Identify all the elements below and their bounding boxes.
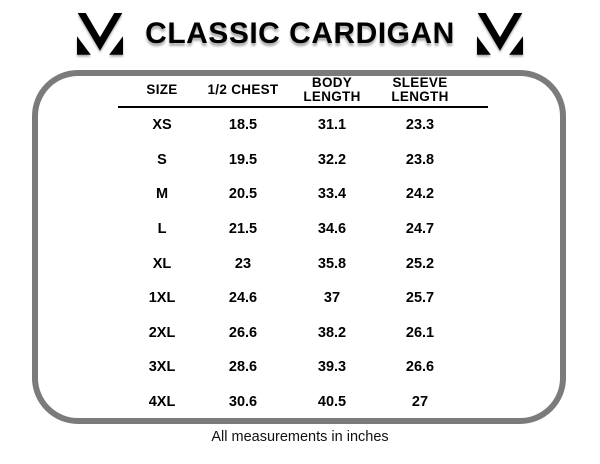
table-cell: 24.7 [405, 221, 435, 238]
column-header-text: SLEEVE [392, 75, 448, 90]
table-cell: 24.2 [405, 186, 435, 203]
table-row [118, 350, 488, 385]
table-cell: 39.3 [317, 359, 347, 376]
column-header-body-length [280, 74, 384, 106]
table-cell: 38.2 [317, 324, 347, 341]
table-row [118, 281, 488, 316]
measurements-note: All measurements in inches [211, 429, 389, 445]
table-cell: 25.7 [405, 290, 435, 307]
size-table-body [118, 108, 488, 419]
table-cell: 26.6 [405, 359, 435, 376]
table-cell: 3XL [148, 359, 176, 376]
size-table-header [118, 74, 488, 106]
table-row [118, 108, 488, 143]
page-title: CLASSIC CARDIGAN [145, 17, 455, 50]
brand-m-logo-icon [477, 13, 523, 55]
column-header-half-chest [206, 74, 280, 106]
table-cell: S [157, 151, 167, 168]
table-cell: 30.6 [228, 394, 258, 411]
table-cell: L [157, 221, 167, 238]
column-header-text: 1/2 CHEST [207, 82, 279, 97]
table-cell: 1XL [148, 290, 176, 307]
table-cell: 19.5 [228, 151, 258, 168]
table-cell: M [155, 186, 169, 203]
table-cell: 28.6 [228, 359, 258, 376]
page-header [0, 0, 600, 68]
table-cell: 40.5 [317, 394, 347, 411]
table-cell: 2XL [148, 324, 176, 341]
column-header-size [118, 74, 206, 106]
table-cell: 27 [411, 394, 429, 411]
table-cell: 18.5 [228, 117, 258, 134]
table-cell: 31.1 [317, 117, 347, 134]
column-header-text: LENGTH [391, 89, 449, 104]
brand-m-logo-icon [77, 13, 123, 55]
table-cell: 26.6 [228, 324, 258, 341]
table-row [118, 212, 488, 247]
table-row [118, 177, 488, 212]
table-cell: 23.8 [405, 151, 435, 168]
table-cell: 25.2 [405, 255, 435, 272]
table-cell: 26.1 [405, 324, 435, 341]
column-header-text: LENGTH [303, 89, 361, 104]
table-cell: 34.6 [317, 221, 347, 238]
table-cell: 20.5 [228, 186, 258, 203]
table-cell: 37 [323, 290, 341, 307]
table-cell: 23.3 [405, 117, 435, 134]
column-header-text: BODY [311, 75, 353, 90]
table-cell: 32.2 [317, 151, 347, 168]
table-row [118, 316, 488, 351]
table-cell: 35.8 [317, 255, 347, 272]
table-cell: 23 [234, 255, 252, 272]
table-cell: 4XL [148, 394, 176, 411]
table-row [118, 385, 488, 420]
table-row [118, 143, 488, 178]
column-header-sleeve-length [384, 74, 456, 106]
table-cell: 33.4 [317, 186, 347, 203]
table-row [118, 246, 488, 281]
column-header-text: SIZE [146, 82, 178, 97]
table-cell: XL [152, 255, 172, 272]
table-cell: 24.6 [228, 290, 258, 307]
table-cell: XS [152, 117, 172, 134]
table-cell: 21.5 [228, 221, 258, 238]
